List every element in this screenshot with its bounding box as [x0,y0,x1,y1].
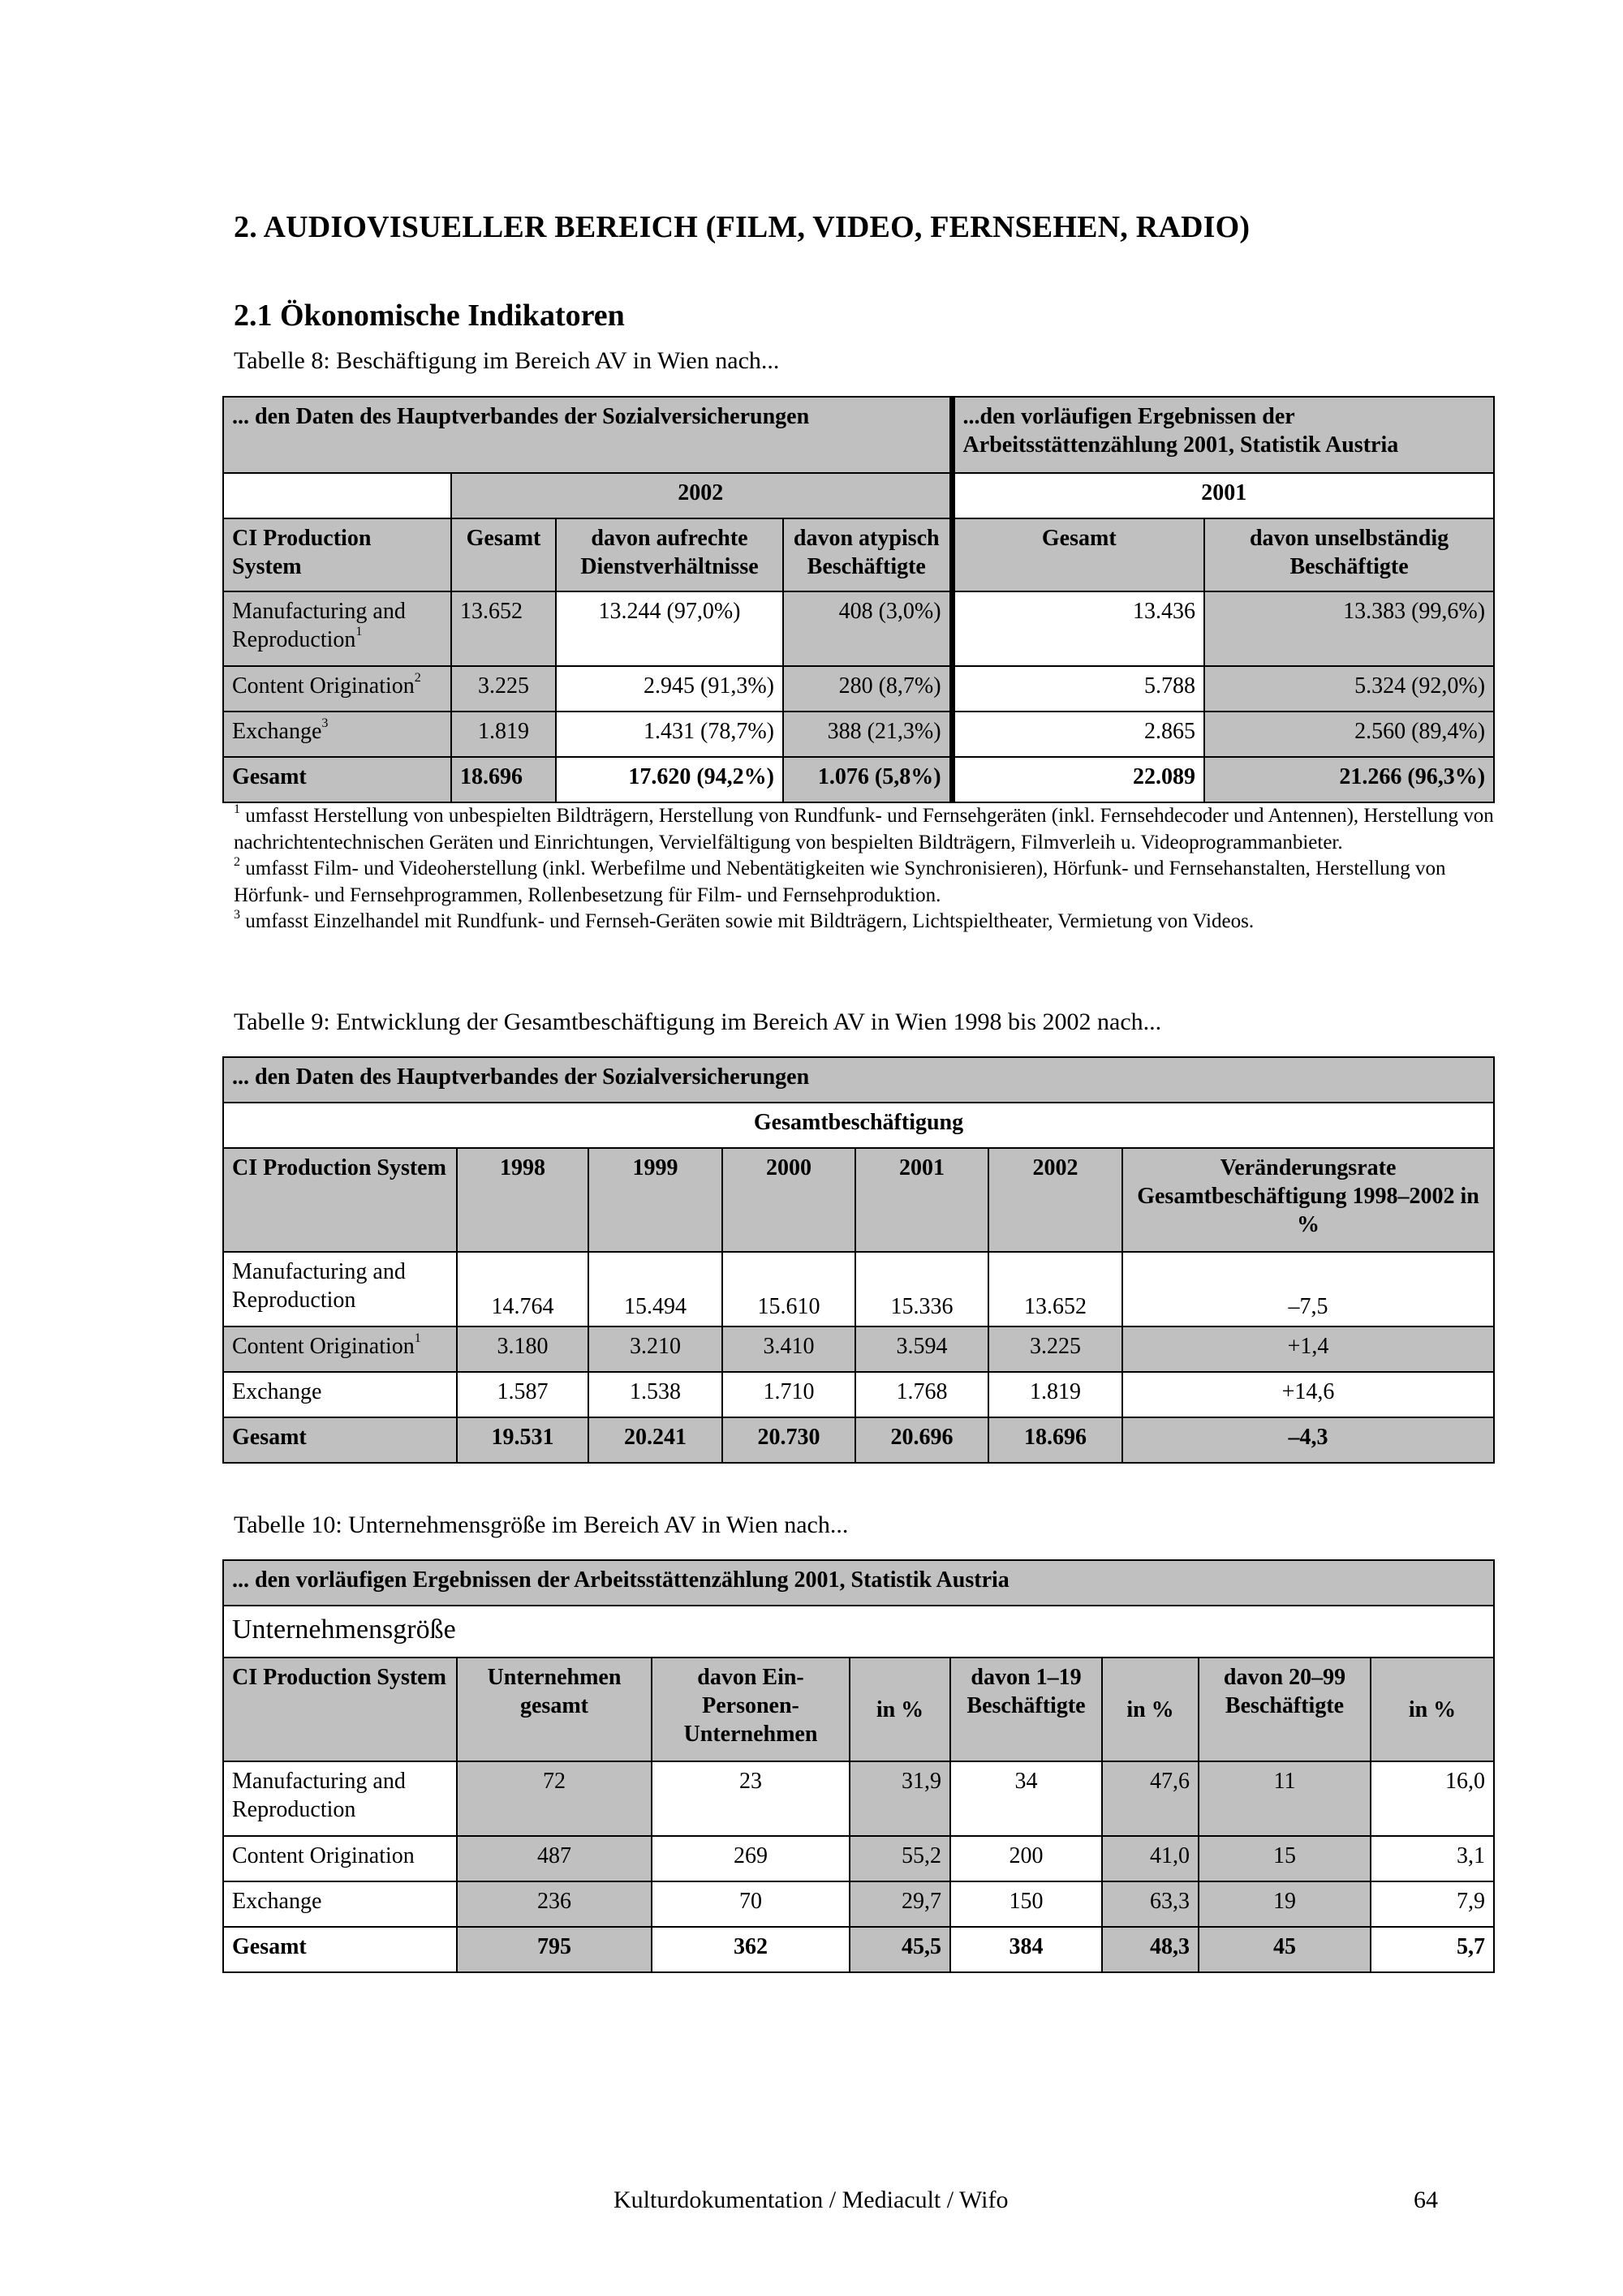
cell: 13.383 (99,6%) [1204,591,1494,666]
footnote: $^1$ umfasst Herstellung von unbespielten Bildträgern, Herstellung von Rundfunk- und Fernsehgeräten (inkl. Fernsehdecoder und Antennen), Herstellung von nachrichtentechnischen Geräten und Einrichtungen, Vervielfältigung von bespielten Bildträgern, Filmverleih u. Videoprogrammanbieter. [234,802,1494,853]
cell: 19.531 [457,1417,588,1463]
cell: 1.076 (5,8%) [783,757,952,802]
table8-header: Gesamt [451,518,556,591]
cell: +1,4 [1122,1326,1494,1372]
table8-header: CI Production System [223,518,451,591]
table-row [223,1927,1494,1972]
cell: 1.819 [451,712,556,757]
table8-year-right: 2001 [952,473,1494,518]
cell: 45,5 [850,1927,950,1972]
cell: 2.560 (89,4%) [1204,712,1494,757]
cell: 70 [652,1881,850,1927]
table8-header: davon unselbständig Beschäftigte [1204,518,1494,591]
cell: 3.210 [588,1326,722,1372]
table9-header: 2001 [855,1148,988,1252]
cell: 280 (8,7%) [783,666,952,712]
table8 [222,396,1495,803]
cell: 3.410 [722,1326,855,1372]
cell: 150 [950,1881,1102,1927]
table8-year-left: 2002 [451,473,952,518]
table10-caption: Tabelle 10: Unternehmensgröße im Bereich AV in Wien nach... [234,1511,849,1538]
cell: 34 [950,1761,1102,1836]
row-label: Gesamt [223,1927,457,1972]
table-row [223,591,1494,666]
cell: 15.494 [588,1252,722,1326]
row-label: Manufacturing and Reproduction$^1$ [223,591,451,666]
table-row [223,1252,1494,1326]
cell: 22.089 [952,757,1204,802]
table9-header: 2000 [722,1148,855,1252]
table8-source-right: ...den vorläufigen Ergebnissen der Arbeitsstättenzählung 2001, Statistik Austria [952,397,1494,473]
table9-caption: Tabelle 9: Entwicklung der Gesamtbeschäftigung im Bereich AV in Wien 1998 bis 2002 nach... [234,1008,1162,1035]
cell: 20.696 [855,1417,988,1463]
cell: –4,3 [1122,1417,1494,1463]
row-label: Exchange$^3$ [223,712,451,757]
table8-header: Gesamt [952,518,1204,591]
footnote: $^3$ umfasst Einzelhandel mit Rundfunk- und Fernseh-Geräten sowie mit Bildträgern, Lichtspieltheater, Vermietung von Videos. [234,908,1255,932]
cell: 200 [950,1836,1102,1881]
cell: 3.180 [457,1326,588,1372]
cell: 16,0 [1371,1761,1494,1836]
table8-header: davon atypisch Beschäftigte [783,518,952,591]
cell: 5.788 [952,666,1204,712]
table9-header: 1998 [457,1148,588,1252]
section-heading: 2.1 Ökonomische Indikatoren [234,299,625,333]
cell: 21.266 (96,3%) [1204,757,1494,802]
table10-header: Unternehmen gesamt [457,1658,652,1761]
table-row [223,1881,1494,1927]
table10-header: davon 1–19 Beschäftigte [950,1658,1102,1761]
row-label: Manufacturing and Reproduction [223,1252,457,1326]
cell: 45 [1199,1927,1371,1972]
cell: 18.696 [988,1417,1122,1463]
row-label: Gesamt [223,757,451,802]
cell: 31,9 [850,1761,950,1836]
table10-header: davon 20–99 Beschäftigte [1199,1658,1371,1761]
cell: 795 [457,1927,652,1972]
cell: 13.652 [451,591,556,666]
cell: 5.324 (92,0%) [1204,666,1494,712]
cell: 72 [457,1761,652,1836]
cell: 1.538 [588,1372,722,1417]
table10-source: ... den vorläufigen Ergebnissen der Arbeitsstättenzählung 2001, Statistik Austria [223,1560,1494,1606]
table10-header: in % [1371,1658,1494,1761]
table9-header: CI Production System [223,1148,457,1252]
table10 [222,1559,1495,1973]
cell: 18.696 [451,757,556,802]
cell: 1.587 [457,1372,588,1417]
cell: 269 [652,1836,850,1881]
footer-text: Kulturdokumentation / Mediacult / Wifo [613,2186,1009,2213]
table10-header: in % [850,1658,950,1761]
cell: 3.225 [988,1326,1122,1372]
cell: 11 [1199,1761,1371,1836]
row-label: Gesamt [223,1417,457,1463]
cell: 47,6 [1102,1761,1199,1836]
cell: 20.241 [588,1417,722,1463]
cell: 48,3 [1102,1927,1199,1972]
cell: 1.431 (78,7%) [556,712,783,757]
cell: 487 [457,1836,652,1881]
cell: 1.819 [988,1372,1122,1417]
table-row [223,1836,1494,1881]
cell: 15.610 [722,1252,855,1326]
cell: 13.244 (97,0%) [556,591,783,666]
cell: 1.768 [855,1372,988,1417]
cell: 55,2 [850,1836,950,1881]
table9-header: 2002 [988,1148,1122,1252]
cell: 13.436 [952,591,1204,666]
row-label: Exchange [223,1372,457,1417]
page-heading: 2. AUDIOVISUELLER BEREICH (FILM, VIDEO, FERNSEHEN, RADIO) [234,210,1251,244]
table8-header: davon aufrechte Dienstverhältnisse [556,518,783,591]
row-label: Content Origination$^2$ [223,666,451,712]
table10-header: CI Production System [223,1658,457,1761]
cell: 2.865 [952,712,1204,757]
cell: 384 [950,1927,1102,1972]
cell: 3.225 [451,666,556,712]
cell: 236 [457,1881,652,1927]
table9-header: 1999 [588,1148,722,1252]
table9 [222,1056,1495,1464]
cell: 3.594 [855,1326,988,1372]
row-label: Content Origination [223,1836,457,1881]
cell: –7,5 [1122,1252,1494,1326]
cell: 14.764 [457,1252,588,1326]
cell: 15 [1199,1836,1371,1881]
cell: 29,7 [850,1881,950,1927]
footnotes [234,803,1500,935]
table-row [223,1417,1494,1463]
row-label: Manufacturing and Reproduction [223,1761,457,1836]
table-row [223,757,1494,802]
footnote: $^2$ umfasst Film- und Videoherstellung (inkl. Werbefilme und Nebentätigkeiten wie Synchronisieren), Hörfunk- und Fernsehanstalten, Herstellung von Hörfunk- und Fernsehprogrammen, Rollenbesetzung für Film- und Fernsehproduktion. [234,855,1446,906]
table9-header: Veränderungsrate Gesamtbeschäftigung 1998–2002 in % [1122,1148,1494,1252]
cell: 388 (21,3%) [783,712,952,757]
cell: 23 [652,1761,850,1836]
cell: 13.652 [988,1252,1122,1326]
cell: 19 [1199,1881,1371,1927]
table8-empty-cell [223,473,451,518]
table9-source: ... den Daten des Hauptverbandes der Sozialversicherungen [223,1057,1494,1103]
cell: 362 [652,1927,850,1972]
table-row [223,1326,1494,1372]
table10-header: in % [1102,1658,1199,1761]
cell: 17.620 (94,2%) [556,757,783,802]
cell: 7,9 [1371,1881,1494,1927]
cell: 5,7 [1371,1927,1494,1972]
cell: 3,1 [1371,1836,1494,1881]
page-number: 64 [1414,2186,1438,2213]
table9-group-header: Gesamtbeschäftigung [223,1103,1494,1148]
cell: 63,3 [1102,1881,1199,1927]
cell: 15.336 [855,1252,988,1326]
row-label: Exchange [223,1881,457,1927]
cell: +14,6 [1122,1372,1494,1417]
cell: 408 (3,0%) [783,591,952,666]
cell: 2.945 (91,3%) [556,666,783,712]
row-label: Content Origination$^1$ [223,1326,457,1372]
cell: 20.730 [722,1417,855,1463]
table10-header: davon Ein-Personen-Unternehmen [652,1658,850,1761]
table-row [223,1372,1494,1417]
table10-group-header: Unternehmensgröße [223,1606,1494,1658]
cell: 41,0 [1102,1836,1199,1881]
table-row [223,666,1494,712]
cell: 1.710 [722,1372,855,1417]
table8-source-left: ... den Daten des Hauptverbandes der Sozialversicherungen [223,397,952,473]
table8-caption: Tabelle 8: Beschäftigung im Bereich AV in Wien nach... [234,347,780,374]
table-row [223,712,1494,757]
table-row [223,1761,1494,1836]
